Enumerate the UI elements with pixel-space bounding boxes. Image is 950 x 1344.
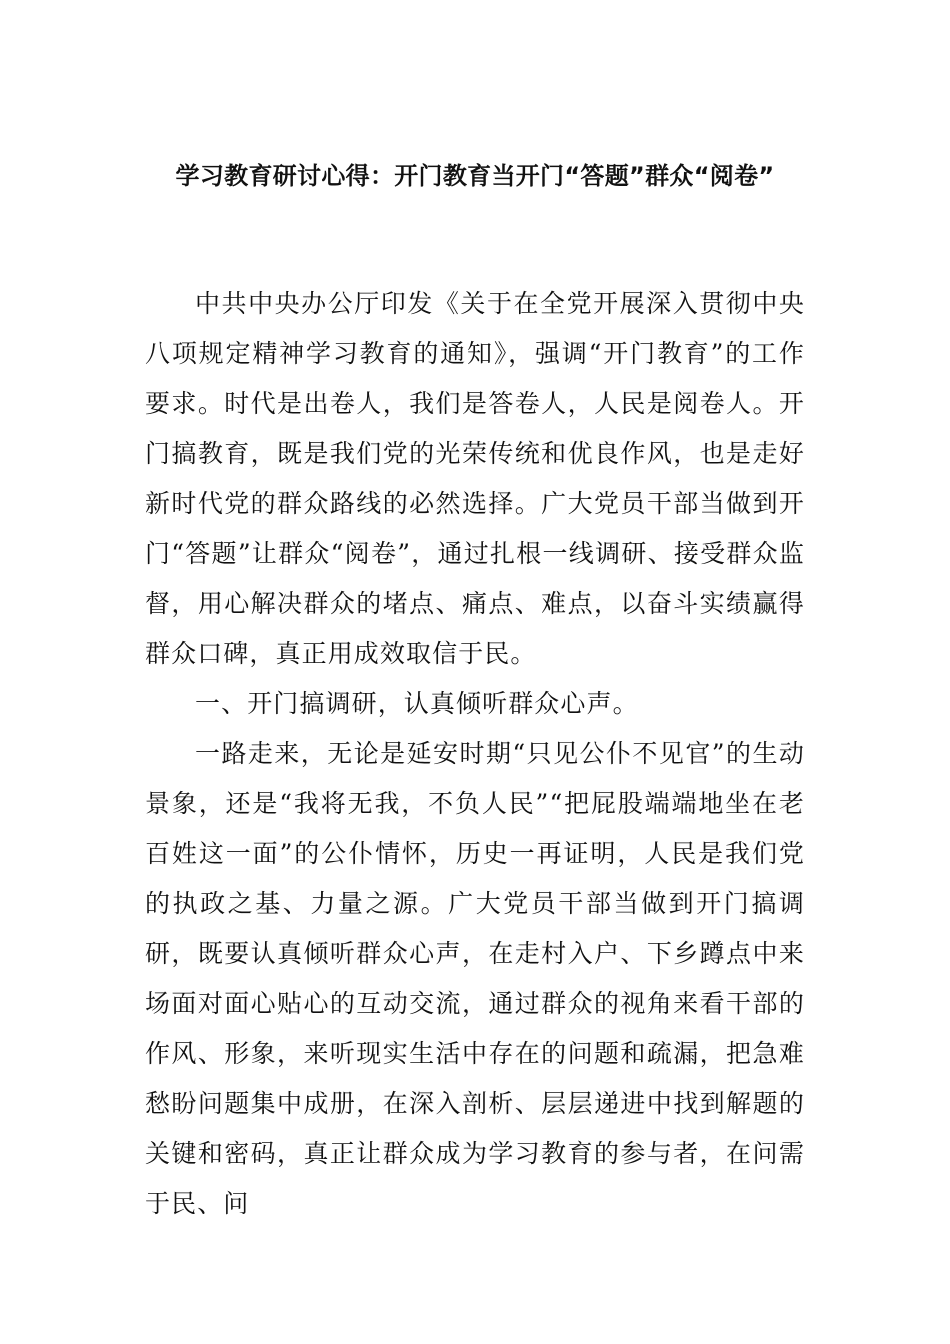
- document-body: [145, 279, 805, 1229]
- section-heading-1: 一、开门搞调研，认真倾听群众心声。: [195, 689, 639, 718]
- document-title: 学习教育研讨心得：开门教育当开门“答题”群众“阅卷”: [175, 162, 775, 190]
- body-paragraph-intro: 中共中央办公厅印发《关于在全党开展深入贯彻中央八项规定精神学习教育的通知》，强调“开门教育”的工作要求。时代是出卷人，我们是答卷人，人民是阅卷人。开门搞教育，既是我们党的光荣传统和优良作风，也是走好新时代党的群众路线的必然选择。广大党员干部当做到开门“答题”让群众“阅卷”，通过扎根一线调研、接受群众监督，用心解决群众的堵点、痛点、难点，以奋斗实绩赢得群众口碑，真正用成效取信于民。: [145, 289, 805, 668]
- body-paragraph-section-1: 一路走来，无论是延安时期“只见公仆不见官”的生动景象，还是“我将无我，不负人民”“把屁股端端地坐在老百姓这一面”的公仆情怀，历史一再证明，人民是我们党的执政之基、力量之源。广大党员干部当做到开门搞调研，既要认真倾听群众心声，在走村入户、下乡蹲点中来场面对面心贴心的互动交流，通过群众的视角来看干部的作风、形象，来听现实生活中存在的问题和疏漏，把急难愁盼问题集中成册，在深入剖析、层层递进中找到解题的关键和密码，真正让群众成为学习教育的参与者，在问需于民、问: [145, 739, 805, 1218]
